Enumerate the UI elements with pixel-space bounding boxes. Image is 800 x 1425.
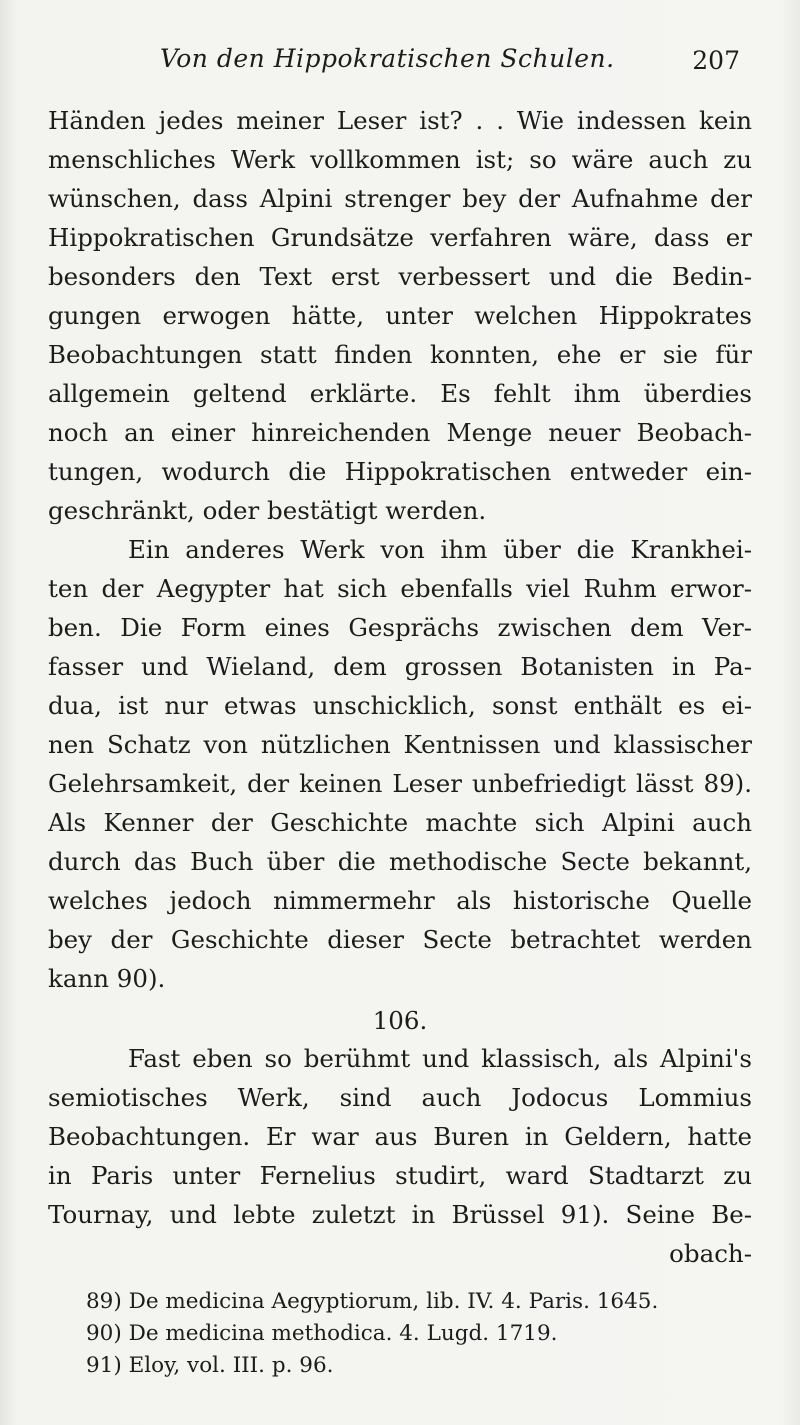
text-line: Tournay, und lebte zuletzt in Brüssel 91). Seine Be- (48, 1200, 752, 1229)
text-line: dua, ist nur etwas unschicklich, sonst enthält es ei- (48, 691, 752, 720)
text-line: semiotisches Werk, sind auch Jodocus Lommius (48, 1083, 752, 1112)
footnote: 90) De medicina methodica. 4. Lugd. 1719. (86, 1321, 558, 1346)
text-line: ten der Aegypter hat sich ebenfalls viel Ruhm erwor- (48, 574, 752, 603)
text-line: noch an einer hinreichenden Menge neuer Beobach- (48, 418, 752, 447)
text-line: Als Kenner der Geschichte machte sich Alpini auch (48, 808, 752, 837)
section-number: 106. (372, 1006, 428, 1035)
running-title: Von den Hippokratischen Schulen. (160, 44, 615, 73)
text-line: allgemein geltend erklärte. Es fehlt ihm überdies (48, 379, 752, 408)
text-line: welches jedoch nimmermehr als historische Quelle (48, 886, 752, 915)
footnote: 91) Eloy, vol. III. p. 96. (86, 1353, 334, 1378)
text-line: bey der Geschichte dieser Secte betrachtet werden (48, 925, 752, 954)
text-line: kann 90). (48, 964, 166, 993)
text-line: durch das Buch über die methodische Secte bekannt, (48, 847, 752, 876)
text-line: fasser und Wieland, dem grossen Botanisten in Pa- (48, 652, 752, 681)
catchword: obach- (669, 1239, 752, 1268)
page-number: 207 (692, 46, 740, 75)
text-line: ben. Die Form eines Gesprächs zwischen dem Ver- (48, 613, 752, 642)
text-line: wünschen, dass Alpini strenger bey der Aufnahme der (48, 184, 752, 213)
text-line: Händen jedes meiner Leser ist? . . Wie indessen kein (48, 106, 752, 135)
text-line: nen Schatz von nützlichen Kentnissen und klassischer (48, 730, 752, 759)
text-line: geschränkt, oder bestätigt werden. (48, 496, 487, 525)
text-line: in Paris unter Fernelius studirt, ward Stadtarzt zu (48, 1161, 752, 1190)
text-line: tungen, wodurch die Hippokratischen entweder ein- (48, 457, 752, 486)
text-line: menschliches Werk vollkommen ist; so wäre auch zu (48, 145, 752, 174)
page-header (160, 44, 740, 84)
text-line: Fast eben so berühmt und klassisch, als Alpini's (128, 1044, 752, 1073)
text-line: gungen erwogen hätte, unter welchen Hippokrates (48, 301, 752, 330)
text-line: Hippokratischen Grundsätze verfahren wäre, dass er (48, 223, 752, 252)
text-line: besonders den Text erst verbessert und die Bedin- (48, 262, 752, 291)
text-line: Beobachtungen. Er war aus Buren in Geldern, hatte (48, 1122, 752, 1151)
text-line: Gelehrsamkeit, der keinen Leser unbefriedigt lässt 89). (48, 769, 752, 798)
text-line: Ein anderes Werk von ihm über die Krankhei- (128, 535, 752, 564)
footnote: 89) De medicina Aegyptiorum, lib. IV. 4. Paris. 1645. (86, 1289, 659, 1314)
text-line: Beobachtungen statt finden konnten, ehe er sie für (48, 340, 752, 369)
